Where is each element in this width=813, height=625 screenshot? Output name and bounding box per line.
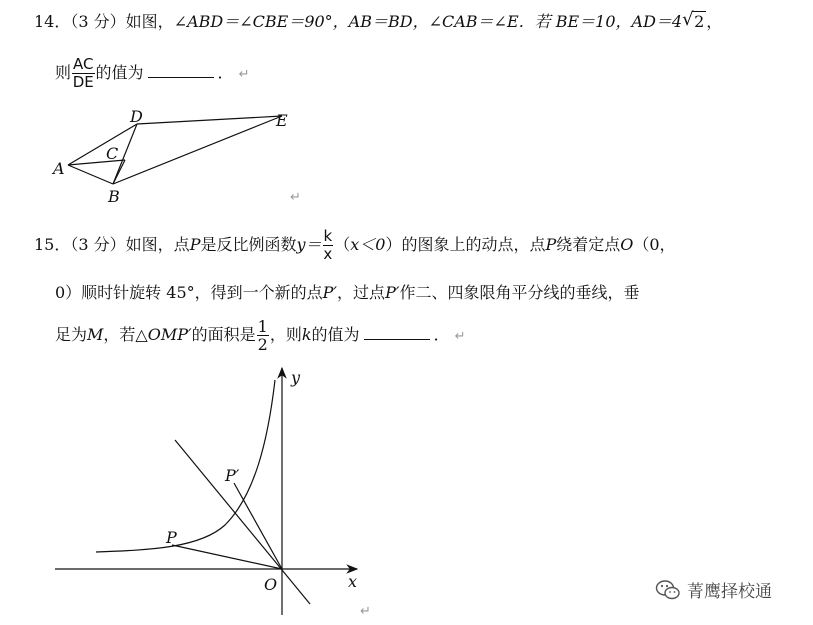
q14-line2: 则 $\frac{AC}{DE}$ 的值为 ． ↵ [55,55,250,91]
q15-number: 15 [34,235,55,254]
point-label-Pprime: P′ [225,466,240,485]
q14-number: 14 [34,12,55,31]
q15-line2: 0）顺时针旋转 45°，得到一个新的点P′，过点P′作二、四象限角平分线的垂线，垂 [55,283,640,302]
return-mark: ↵ [238,67,250,82]
q14-points: 3 分 [78,12,110,31]
q14-line1: 14．（3 分）如图，∠ABD＝∠CBE＝90°，AB＝BD，∠CAB＝∠E．若 BE＝10，AD＝4 √ 2 ， [34,9,723,31]
label-C: C [106,144,119,163]
q14-text-a: 如图， [125,12,174,31]
label-E: E [276,111,288,130]
q15-line1: 15．（3 分）如图，点P是反比例函数y＝ $\frac{k}{x}$ （x＜0）的图象上的动点，点P绕着定点O（0， [34,227,676,263]
label-D: D [130,107,143,126]
q15-line3: 足为M，若△OMP′的面积是 $\frac{1}{2}$ ，则k的值为 ． ↵ [55,317,466,354]
fraction-k-x: $\frac{k}{x}$ [323,227,333,263]
axis-label-y: y [291,368,301,387]
origin-label-O: O [264,575,278,594]
point-label-P: P [166,528,177,547]
fraction-ac-de: $\frac{AC}{DE}$ [72,55,94,91]
axis-label-x: x [348,572,358,591]
return-mark-fig14: ↵ [290,190,301,205]
brand-name: 菁鹰择校通 [687,582,772,602]
q15-answer-blank [364,324,430,340]
fraction-one-half: $\frac{1}{2}$ [257,317,268,354]
q14-math-text: ∠ABD＝∠CBE＝90°，AB＝BD，∠CAB＝∠E．若 BE＝10，AD＝4 [173,12,683,31]
sqrt-2: √ 2 [682,9,705,31]
wechat-icon [655,579,681,601]
brand-watermark [655,577,772,602]
return-mark-fig15: ↵ [360,604,371,619]
q14-value-label: 的值为 [95,63,144,82]
label-B: B [108,187,120,206]
q14-then-label: 则 [55,63,72,82]
label-A: A [53,159,65,178]
q14-answer-blank [148,62,214,78]
q15-points: 3 分 [78,235,110,254]
